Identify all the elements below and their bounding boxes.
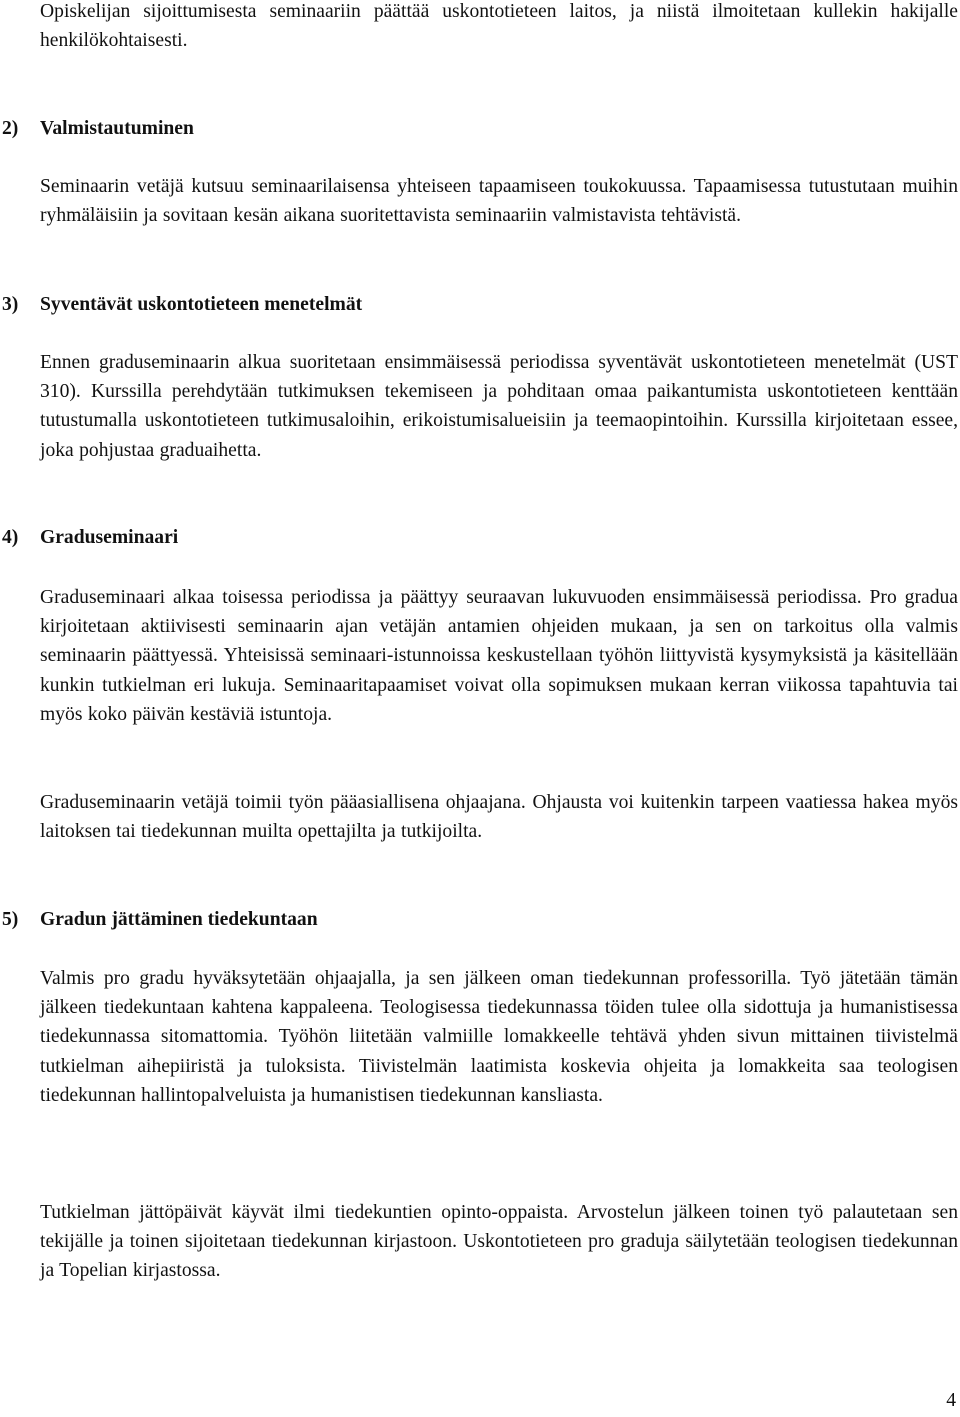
heading-text: Syventävät uskontotieteen menetelmät — [40, 294, 363, 315]
paragraph-jattopaivat: Tutkielman jättöpäivät käyvät ilmi tiedekuntien opinto-oppaista. Arvostelun jälkeen toinen työ palautetaan sen tekijälle ja toinen sijoitetaan tiedekunnan kirjastoon. Uskontotieteen pro graduja säilytetään teologisen tiedekunnan ja Topelian kirjastossa. — [40, 1202, 958, 1282]
heading-text: Gradun jättäminen tiedekuntaan — [40, 909, 318, 930]
paragraph-gradun-jattaminen: Valmis pro gradu hyväksytetään ohjaajalla, ja sen jälkeen oman tiedekunnan professorilla. Työ jätetään tämän jälkeen tiedekuntaan kahtena kappaleena. Teologisessa tiedekunnassa töiden tulee olla sidottuja ja humanistisessa tiedekunnassa sitomattomia. Työhön liitetään valmiille lomakkeelle tehtävä yhden sivun mittainen tiivistelmä tutkielman aihepiiristä ja tuloksista. Tiivistelmän laatimista koskevia ohjeita ja lomakkeita saa teologisen tiedekunnan hallintopalveluista ja humanistisen tiedekunnan kansliasta. — [40, 968, 958, 1106]
paragraph-graduseminaari: Graduseminaari alkaa toisessa periodissa ja päättyy seuraavan lukuvuoden ensimmäisessä periodissa. Pro gradua kirjoitetaan aktiivisesti seminaarin ajan vetäjän antamien ohjeiden mukaan, ja sen on tarkoitus olla valmis seminaarin päättyessä. Yhteisissä seminaari-istunnoissa keskustellaan työhön liittyvistä kysymyksistä ja käsitellään kunkin tutkielman eri lukuja. Seminaaritapaamiset voivat olla sopimuksen mukaan kerran viikossa tapahtuvia tai myös koko päivän kestäviä istuntoja. — [40, 587, 958, 725]
paragraph-intro: Opiskelijan sijoittumisesta seminaariin päättää uskontotieteen laitos, ja niistä ilmoitetaan kullekin hakijalle henkilökohtaisesti. — [40, 1, 958, 52]
heading-text: Valmistautuminen — [40, 118, 194, 139]
heading-menetelmat — [2, 290, 363, 319]
heading-graduseminaari — [2, 523, 179, 552]
heading-valmistautuminen — [2, 114, 194, 143]
heading-text: Graduseminaari — [40, 527, 179, 548]
paragraph-ohjaaja: Graduseminaarin vetäjä toimii työn pääasiallisena ohjaajana. Ohjausta voi kuitenkin tarpeen vaatiessa hakea myös laitoksen tai tiedekunnan muilta opettajilta ja tutkijoilta. — [40, 792, 958, 843]
heading-gradun-jattaminen — [2, 905, 318, 934]
paragraph-menetelmat: Ennen graduseminaarin alkua suoritetaan ensimmäisessä periodissa syventävät uskontotieteen menetelmät (UST 310). Kurssilla perehdytään tutkimuksen tekemiseen ja pohditaan omaa paikantumista uskontotieteen kenttään tutustumalla uskontotieteen tutkimusaloihin, erikoistumisalueisiin ja teemaopintoihin. Kurssilla kirjoitetaan essee, joka pohjustaa graduaihetta. — [40, 352, 958, 461]
heading-number: 2) — [2, 118, 19, 139]
page-number: 4 — [946, 1390, 956, 1411]
heading-number: 3) — [2, 294, 19, 315]
heading-number: 4) — [2, 527, 19, 548]
heading-number: 5) — [2, 909, 19, 930]
paragraph-valmistautuminen: Seminaarin vetäjä kutsuu seminaarilaisensa yhteiseen tapaamiseen toukokuussa. Tapaamisessa tutustutaan muihin ryhmäläisiin ja sovitaan kesän aikana suoritettavista seminaariin valmistavista tehtävistä. — [40, 176, 958, 227]
